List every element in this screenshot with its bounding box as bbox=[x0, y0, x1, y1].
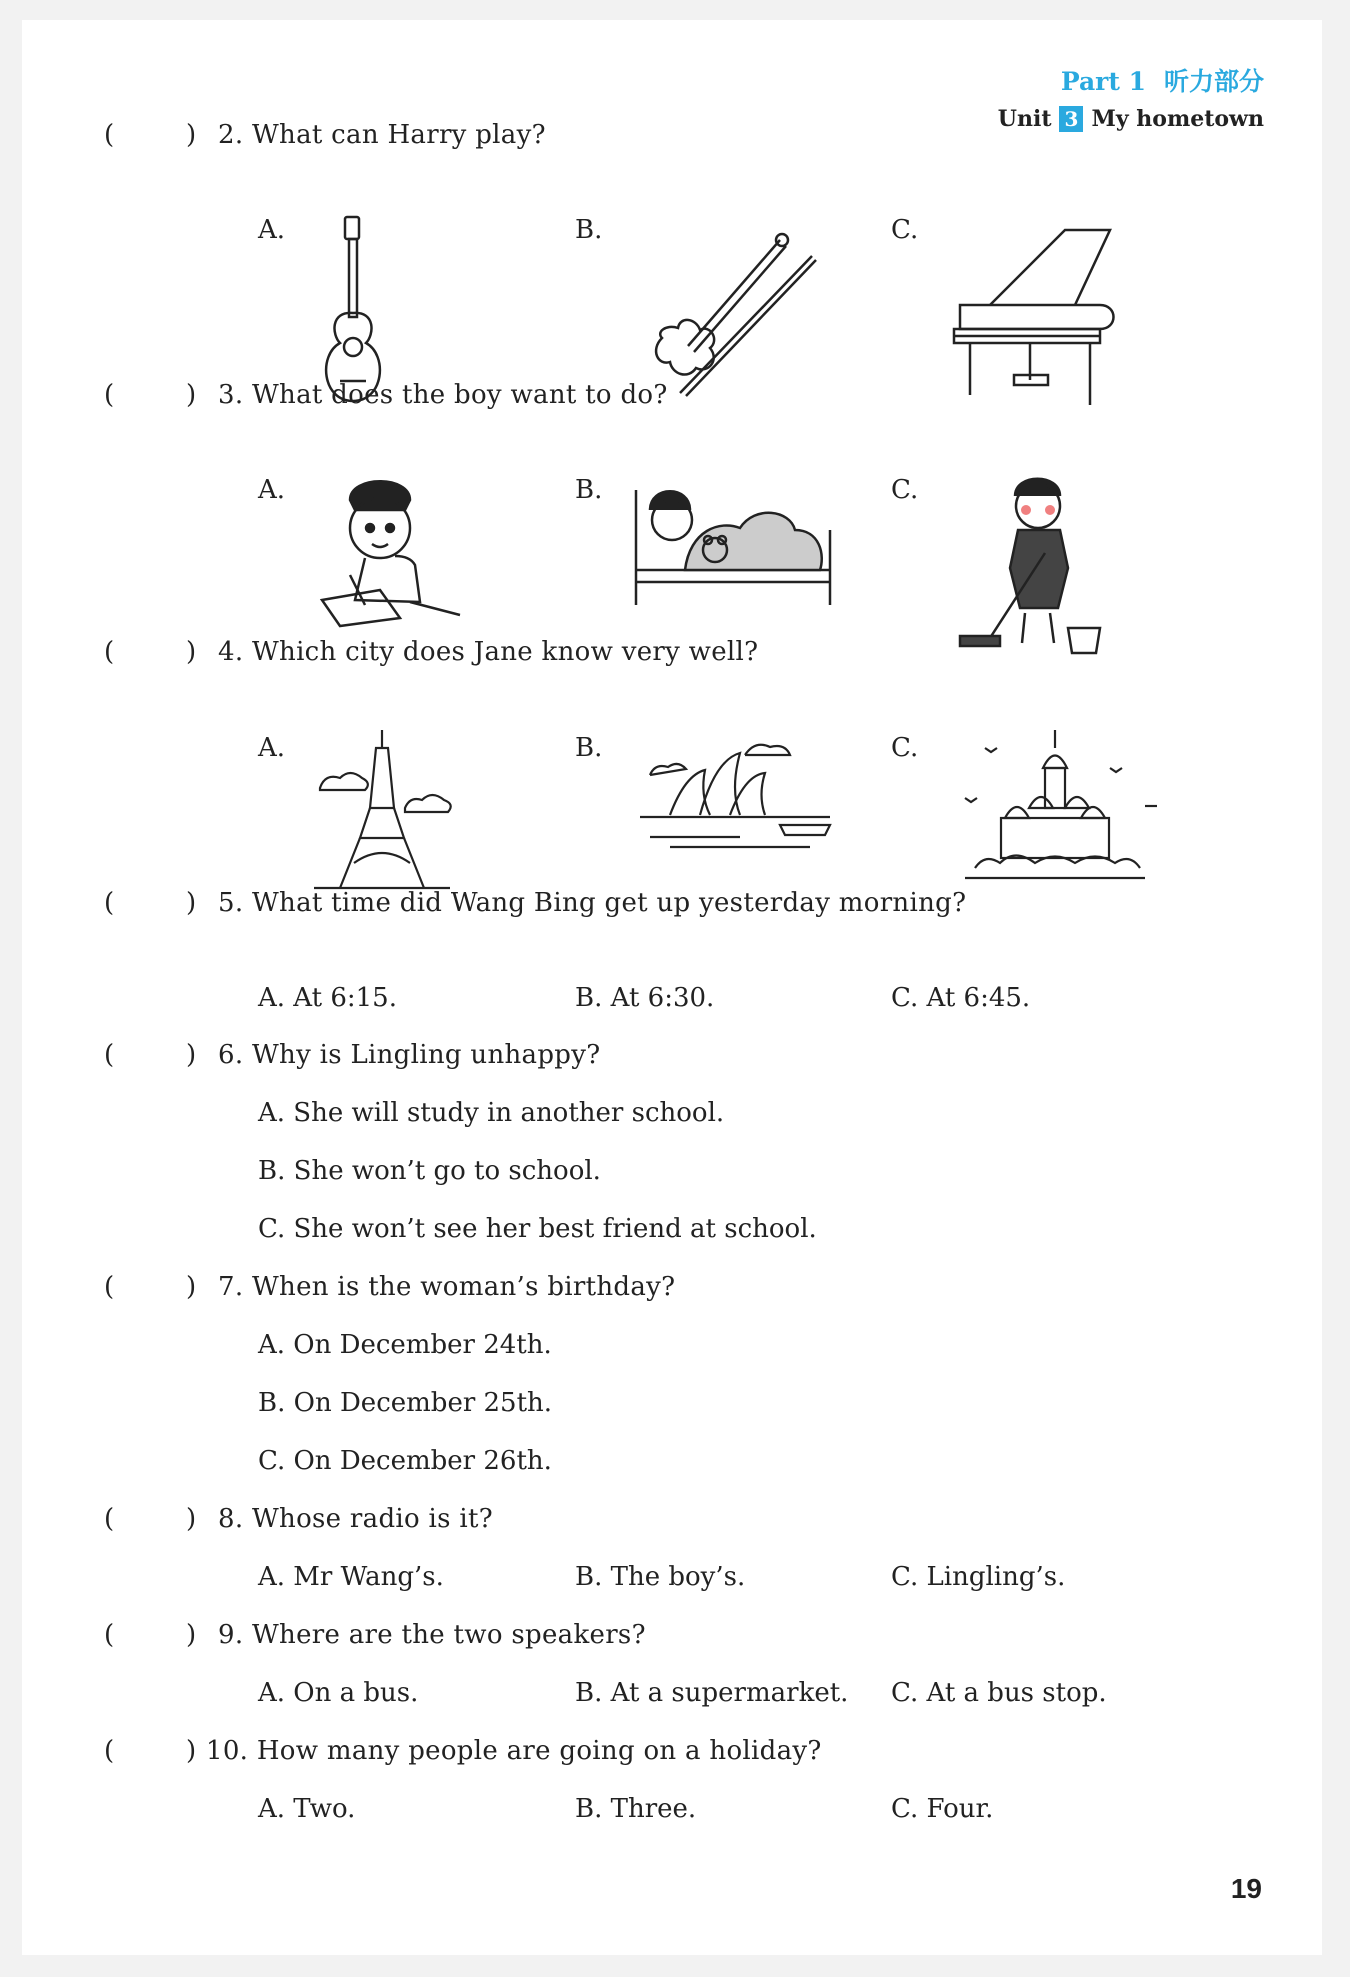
option-c: C. bbox=[891, 733, 919, 763]
question-text bbox=[218, 1504, 493, 1534]
option-c: C. Lingling’s. bbox=[891, 1562, 1066, 1592]
piano-icon bbox=[950, 225, 1120, 410]
answer-paren-close: ) bbox=[186, 637, 197, 667]
answer-paren-open: ( bbox=[104, 1272, 115, 1302]
option-b: B. She won’t go to school. bbox=[258, 1156, 601, 1186]
question-number: 4. bbox=[218, 637, 244, 667]
question-text bbox=[218, 380, 668, 410]
question-number: 3. bbox=[218, 380, 244, 410]
answer-paren-open: ( bbox=[104, 888, 115, 918]
page-number: 19 bbox=[1230, 1873, 1262, 1904]
answer-paren-close: ) bbox=[186, 1620, 197, 1650]
boy-sleeping-icon bbox=[630, 470, 840, 610]
answer-paren-close: ) bbox=[186, 120, 197, 150]
answer-paren-open: ( bbox=[104, 120, 115, 150]
question-prompt: When is the woman’s birthday? bbox=[252, 1272, 676, 1302]
option-c: C. At 6:45. bbox=[891, 983, 1031, 1013]
answer-paren-close: ) bbox=[186, 1040, 197, 1070]
option-a: A. Two. bbox=[258, 1794, 356, 1824]
question-text bbox=[218, 1040, 600, 1070]
boy-mopping-icon bbox=[950, 468, 1120, 658]
option-c: C. On December 26th. bbox=[258, 1446, 552, 1476]
answer-paren-open: ( bbox=[104, 637, 115, 667]
part-label-zh: 听力部分 bbox=[1163, 67, 1264, 96]
question-text bbox=[206, 1736, 822, 1766]
option-a: A. Mr Wang’s. bbox=[258, 1562, 444, 1592]
question-text bbox=[218, 637, 758, 667]
option-b: B. On December 25th. bbox=[258, 1388, 553, 1418]
question-number: 9. bbox=[218, 1620, 244, 1650]
eiffel-tower-icon bbox=[310, 728, 460, 893]
question-prompt: What does the boy want to do? bbox=[252, 380, 668, 410]
question-prompt: What time did Wang Bing get up yesterday morning? bbox=[252, 888, 967, 918]
boy-writing-icon bbox=[310, 470, 470, 630]
page-header bbox=[998, 62, 1264, 132]
question-prompt: Whose radio is it? bbox=[252, 1504, 493, 1534]
unit-number-badge: 3 bbox=[1059, 106, 1083, 132]
option-a: A. bbox=[258, 215, 286, 245]
answer-paren-open: ( bbox=[104, 380, 115, 410]
option-b: B. bbox=[575, 733, 603, 763]
option-a: A. bbox=[258, 733, 286, 763]
part-title bbox=[998, 62, 1264, 98]
violin-icon bbox=[640, 228, 820, 403]
question-prompt: Where are the two speakers? bbox=[252, 1620, 646, 1650]
answer-paren-open: ( bbox=[104, 1736, 115, 1766]
st-basils-cathedral-icon bbox=[945, 728, 1165, 893]
answer-paren-open: ( bbox=[104, 1040, 115, 1070]
option-c: C. bbox=[891, 475, 919, 505]
question-number: 10. bbox=[206, 1736, 249, 1766]
option-a: A. On December 24th. bbox=[258, 1330, 552, 1360]
question-prompt: How many people are going on a holiday? bbox=[256, 1736, 822, 1766]
option-c: C. At a bus stop. bbox=[891, 1678, 1107, 1708]
guitar-icon bbox=[310, 215, 400, 405]
unit-title bbox=[998, 106, 1264, 132]
option-b: B. At 6:30. bbox=[575, 983, 715, 1013]
answer-paren-open: ( bbox=[104, 1620, 115, 1650]
part-label: Part 1 bbox=[1060, 67, 1146, 96]
question-number: 5. bbox=[218, 888, 244, 918]
question-text bbox=[218, 1272, 675, 1302]
option-c: C. bbox=[891, 215, 919, 245]
question-text bbox=[218, 888, 966, 918]
question-prompt: Why is Lingling unhappy? bbox=[252, 1040, 601, 1070]
sydney-opera-house-icon bbox=[630, 735, 840, 865]
unit-name: My hometown bbox=[1091, 106, 1264, 132]
option-a: A. bbox=[258, 475, 286, 505]
question-number: 8. bbox=[218, 1504, 244, 1534]
question-text bbox=[218, 1620, 646, 1650]
question-number: 7. bbox=[218, 1272, 244, 1302]
unit-label: Unit bbox=[997, 106, 1052, 132]
option-a: A. On a bus. bbox=[258, 1678, 419, 1708]
option-b: B. At a supermarket. bbox=[575, 1678, 849, 1708]
option-a: A. She will study in another school. bbox=[258, 1098, 725, 1128]
answer-paren-close: ) bbox=[186, 1736, 197, 1766]
answer-paren-open: ( bbox=[104, 1504, 115, 1534]
option-c: C. Four. bbox=[891, 1794, 994, 1824]
option-c: C. She won’t see her best friend at school. bbox=[258, 1214, 817, 1244]
question-number: 2. bbox=[218, 120, 244, 150]
question-prompt: Which city does Jane know very well? bbox=[252, 637, 759, 667]
question-prompt: What can Harry play? bbox=[252, 120, 546, 150]
option-b: B. Three. bbox=[575, 1794, 697, 1824]
question-text bbox=[218, 120, 546, 150]
answer-paren-close: ) bbox=[186, 1272, 197, 1302]
option-a: A. At 6:15. bbox=[258, 983, 397, 1013]
answer-paren-close: ) bbox=[186, 888, 197, 918]
question-number: 6. bbox=[218, 1040, 244, 1070]
option-b: B. bbox=[575, 215, 603, 245]
answer-paren-close: ) bbox=[186, 1504, 197, 1534]
answer-paren-close: ) bbox=[186, 380, 197, 410]
option-b: B. bbox=[575, 475, 603, 505]
option-b: B. The boy’s. bbox=[575, 1562, 746, 1592]
